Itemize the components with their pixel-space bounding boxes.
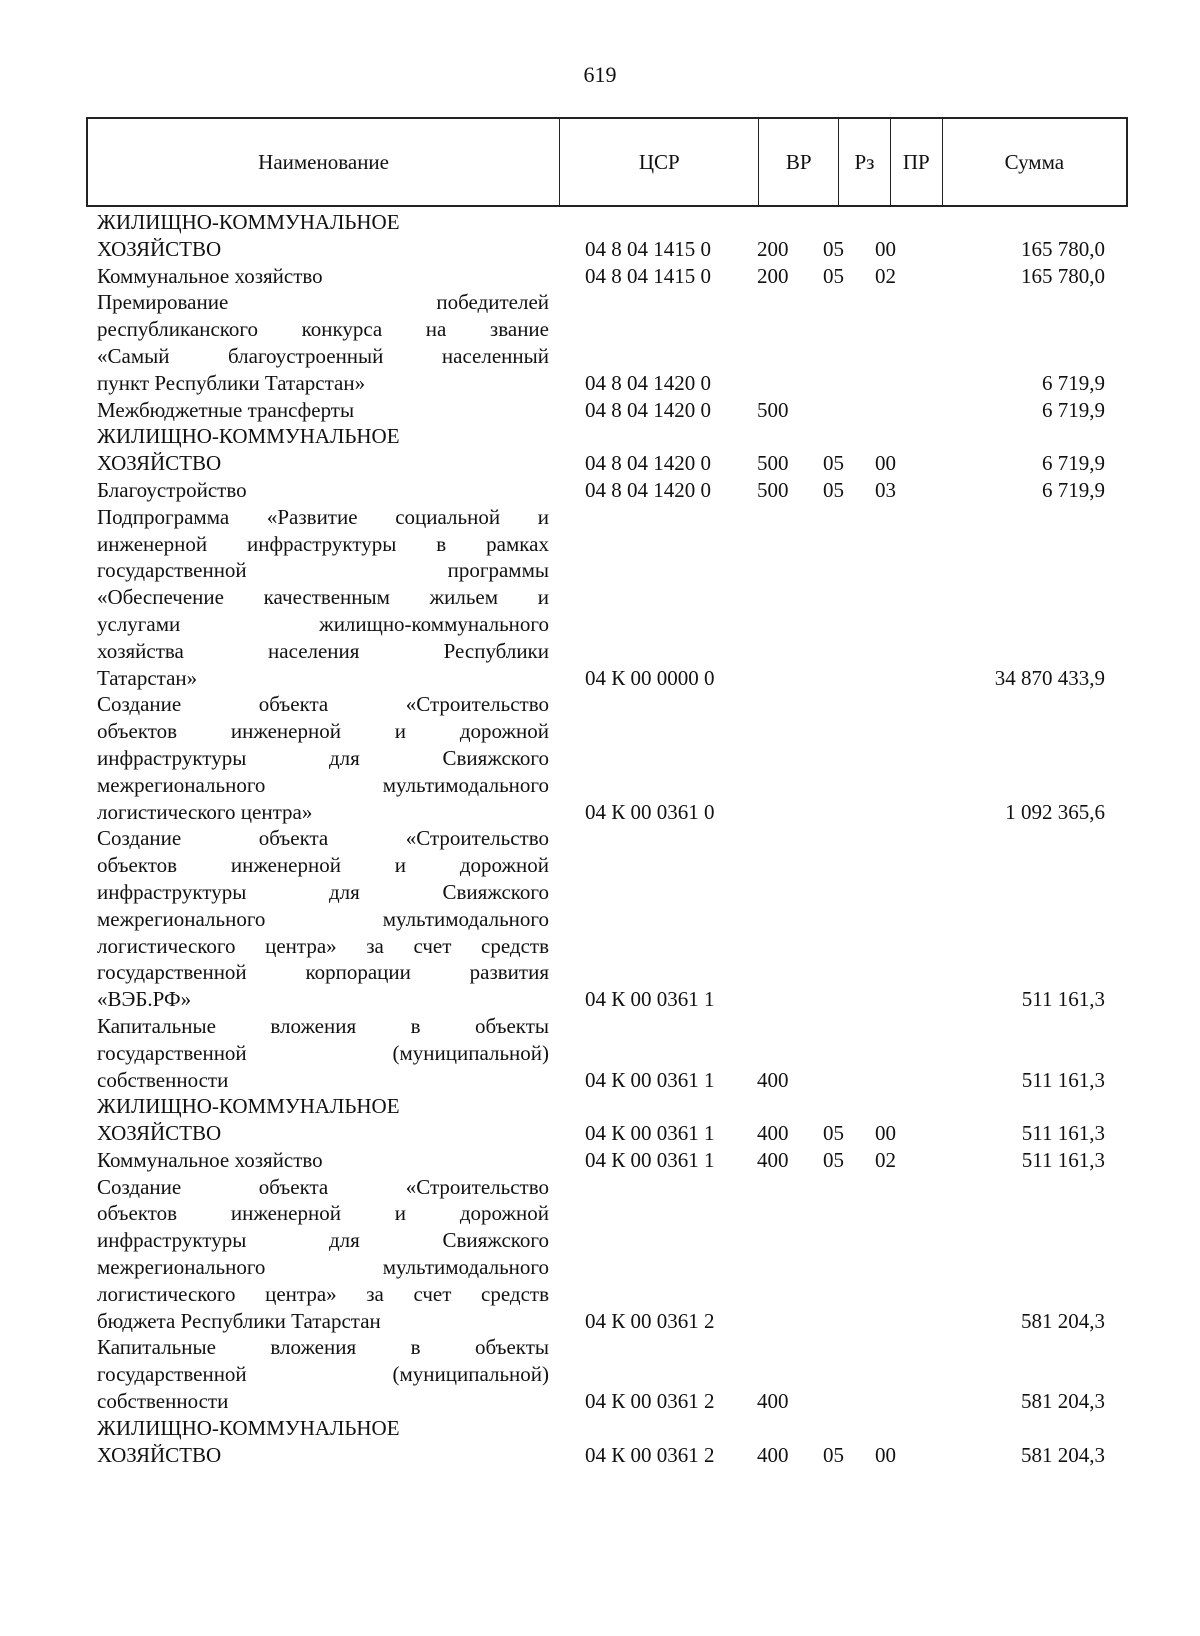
row-name-line: инфраструктуры для Свияжского <box>97 1228 549 1253</box>
table-row <box>97 263 1137 290</box>
row-name-line: межрегионального мультимодального <box>97 772 549 797</box>
row-vr: 400 <box>757 1067 789 1092</box>
row-name-line: Татарстан» <box>97 665 198 690</box>
table-row <box>97 691 1137 825</box>
row-name-line: государственной корпорации развития <box>97 960 549 985</box>
table-body <box>97 209 1137 1468</box>
table-row <box>97 1334 1137 1414</box>
row-sum: 511 161,3 <box>1021 1147 1105 1172</box>
header-csr: ЦСР <box>560 119 759 205</box>
row-name-line: «ВЭБ.РФ» <box>97 987 192 1012</box>
row-name-line: ХОЗЯЙСТВО <box>97 236 222 261</box>
row-sum: 165 780,0 <box>1021 263 1105 288</box>
row-name <box>97 1013 549 1093</box>
row-rz: 05 <box>823 236 844 261</box>
row-csr: 04 8 04 1420 0 <box>585 397 711 422</box>
row-name <box>97 825 549 1013</box>
row-name-line: собственности <box>97 1389 229 1414</box>
row-name-line: Создание объекта «Строительство <box>97 692 549 717</box>
table-row <box>97 1147 1137 1174</box>
row-name-line: ЖИЛИЩНО-КОММУНАЛЬНОЕ <box>97 1094 400 1119</box>
header-name: Наименование <box>88 119 560 205</box>
header-rz: Рз <box>839 119 891 205</box>
row-name <box>97 1147 549 1174</box>
table-row <box>97 289 1137 396</box>
row-rz: 05 <box>823 263 844 288</box>
table-row <box>97 209 1137 263</box>
row-name-line: ХОЗЯЙСТВО <box>97 451 222 476</box>
row-name <box>97 1174 549 1335</box>
header-pr: ПР <box>891 119 943 205</box>
row-sum: 165 780,0 <box>1021 236 1105 261</box>
row-name <box>97 209 549 263</box>
row-sum: 6 719,9 <box>1042 397 1105 422</box>
row-rz: 05 <box>823 477 844 502</box>
header-vr: ВР <box>759 119 839 205</box>
table-header <box>86 117 1128 207</box>
row-name-line: ЖИЛИЩНО-КОММУНАЛЬНОЕ <box>97 1415 400 1440</box>
table-row <box>97 1093 1137 1147</box>
row-name-line: услугами жилищно-коммунального <box>97 611 549 636</box>
row-rz: 05 <box>823 1442 844 1467</box>
row-pr: 00 <box>875 236 896 261</box>
row-pr: 02 <box>875 263 896 288</box>
row-vr: 400 <box>757 1442 789 1467</box>
row-name <box>97 423 549 477</box>
table-row <box>97 1415 1137 1469</box>
row-name-line: хозяйства населения Республики <box>97 638 549 663</box>
row-rz: 05 <box>823 451 844 476</box>
row-name-line: межрегионального мультимодального <box>97 1255 549 1280</box>
row-name-line: Благоустройство <box>97 477 247 502</box>
row-sum: 581 204,3 <box>1021 1389 1105 1414</box>
row-rz: 05 <box>823 1121 844 1146</box>
row-name-line: Коммунальное хозяйство <box>97 1147 323 1172</box>
row-name-line: ХОЗЯЙСТВО <box>97 1121 222 1146</box>
page-number: 619 <box>583 62 617 87</box>
row-vr: 400 <box>757 1147 789 1172</box>
row-vr: 200 <box>757 263 789 288</box>
row-name <box>97 1415 549 1469</box>
row-name-line: объектов инженерной и дорожной <box>97 853 549 878</box>
table-row <box>97 397 1137 424</box>
row-name-line: государственной (муниципальной) <box>97 1362 549 1387</box>
row-name-line: Капитальные вложения в объекты <box>97 1013 549 1038</box>
row-sum: 581 204,3 <box>1021 1308 1105 1333</box>
row-name-line: логистического центра» за счет средств <box>97 1281 549 1306</box>
row-name-line: собственности <box>97 1067 229 1092</box>
row-sum: 511 161,3 <box>1021 987 1105 1012</box>
row-name-line: «Обеспечение качественным жильем и <box>97 585 549 610</box>
row-pr: 02 <box>875 1147 896 1172</box>
table-row <box>97 1174 1137 1335</box>
row-pr: 00 <box>875 451 896 476</box>
row-name-line: объектов инженерной и дорожной <box>97 1201 549 1226</box>
table-row <box>97 504 1137 692</box>
row-name <box>97 263 549 290</box>
row-vr: 400 <box>757 1121 789 1146</box>
row-sum: 6 719,9 <box>1042 477 1105 502</box>
row-csr: 04 8 04 1420 0 <box>585 477 711 502</box>
row-pr: 00 <box>875 1121 896 1146</box>
row-name-line: Коммунальное хозяйство <box>97 263 323 288</box>
row-name-line: Межбюджетные трансферты <box>97 397 355 422</box>
row-csr: 04 К 00 0361 2 <box>585 1442 715 1467</box>
table-row <box>97 477 1137 504</box>
row-name <box>97 504 549 692</box>
row-name-line: бюджета Республики Татарстан <box>97 1308 381 1333</box>
row-name-line: инфраструктуры для Свияжского <box>97 879 549 904</box>
row-name-line: пункт Республики Татарстан» <box>97 370 366 395</box>
row-sum: 6 719,9 <box>1042 370 1105 395</box>
row-csr: 04 К 00 0000 0 <box>585 665 715 690</box>
row-name-line: государственной (муниципальной) <box>97 1040 549 1065</box>
row-vr: 200 <box>757 236 789 261</box>
row-name-line: республиканского конкурса на звание <box>97 317 549 342</box>
row-name-line: ЖИЛИЩНО-КОММУНАЛЬНОЕ <box>97 210 400 234</box>
row-name <box>97 1334 549 1414</box>
row-vr: 500 <box>757 477 789 502</box>
row-csr: 04 8 04 1415 0 <box>585 263 711 288</box>
row-name-line: логистического центра» <box>97 799 313 824</box>
row-name-line: Подпрограмма «Развитие социальной и <box>97 504 549 529</box>
row-csr: 04 8 04 1420 0 <box>585 451 711 476</box>
row-name <box>97 691 549 825</box>
table-row <box>97 423 1137 477</box>
row-name-line: логистического центра» за счет средств <box>97 933 549 958</box>
row-name-line: Создание объекта «Строительство <box>97 826 549 851</box>
row-name-line: Премирование победителей <box>97 290 549 315</box>
row-csr: 04 8 04 1420 0 <box>585 370 711 395</box>
row-name-line: объектов инженерной и дорожной <box>97 719 549 744</box>
row-pr: 03 <box>875 477 896 502</box>
row-name-line: государственной программы <box>97 558 549 583</box>
row-name-line: Создание объекта «Строительство <box>97 1174 549 1199</box>
row-name <box>97 1093 549 1147</box>
row-sum: 581 204,3 <box>1021 1442 1105 1467</box>
row-csr: 04 К 00 0361 0 <box>585 799 715 824</box>
table-row <box>97 1013 1137 1093</box>
row-sum: 34 870 433,9 <box>994 665 1105 690</box>
row-vr: 500 <box>757 451 789 476</box>
row-name-line: «Самый благоустроенный населенный <box>97 343 549 368</box>
row-sum: 1 092 365,6 <box>1005 799 1105 824</box>
row-csr: 04 К 00 0361 1 <box>585 1067 715 1092</box>
table-row <box>97 825 1137 1013</box>
header-sum: Сумма <box>1004 149 1065 174</box>
row-csr: 04 К 00 0361 1 <box>585 987 715 1012</box>
row-sum: 6 719,9 <box>1042 451 1105 476</box>
row-name-line: инфраструктуры для Свияжского <box>97 745 549 770</box>
row-csr: 04 К 00 0361 2 <box>585 1389 715 1414</box>
row-rz: 05 <box>823 1147 844 1172</box>
row-sum: 511 161,3 <box>1021 1121 1105 1146</box>
row-name-line: Капитальные вложения в объекты <box>97 1335 549 1360</box>
row-name-line: ЖИЛИЩНО-КОММУНАЛЬНОЕ <box>97 424 400 449</box>
row-vr: 500 <box>757 397 789 422</box>
row-name-line: ХОЗЯЙСТВО <box>97 1442 222 1467</box>
row-csr: 04 К 00 0361 1 <box>585 1121 715 1146</box>
row-vr: 400 <box>757 1389 789 1414</box>
row-csr: 04 К 00 0361 1 <box>585 1147 715 1172</box>
row-sum: 511 161,3 <box>1021 1067 1105 1092</box>
row-pr: 00 <box>875 1442 896 1467</box>
row-name-line: межрегионального мультимодального <box>97 906 549 931</box>
row-name <box>97 397 549 424</box>
row-name-line: инженерной инфраструктуры в рамках <box>97 531 549 556</box>
row-name <box>97 477 549 504</box>
row-csr: 04 К 00 0361 2 <box>585 1308 715 1333</box>
row-csr: 04 8 04 1415 0 <box>585 236 711 261</box>
row-name <box>97 289 549 396</box>
